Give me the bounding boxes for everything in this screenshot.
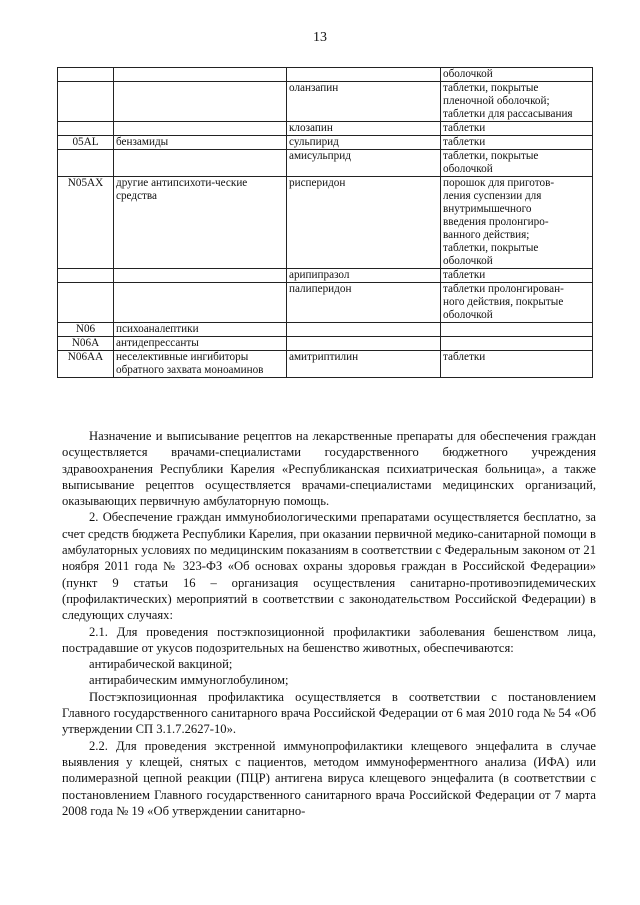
paragraph-immunobiological: 2. Обеспечение граждан иммунобиологическими препаратами осуществляется бесплатно, за счет средств бюджета Республики Карелия, при оказании первичной медико-санитарной помощи в амбулаторных условиях по медицинским показаниям в соответствии с Федеральным законом от 21 ноября 2011 года № 323-ФЗ «Об основах охраны здоровья граждан в Российской Федерации» (пункт 9 статьи 16 – организация осуществления санитарно-противоэпидемических (профилактических) мероприятий в соответствии с законодательством Российской Федерации) в следующих случаях: [62, 510, 596, 623]
cell-group [114, 283, 287, 323]
cell-group [114, 337, 287, 351]
cell-line: неселективные ингибиторы [116, 351, 249, 363]
cell-line: таблетки, покрытые [443, 150, 539, 162]
cell-line: таблетки [443, 351, 486, 363]
paragraph-rabies: 2.1. Для проведения постэкпозиционной профилактики заболевания бешенством лица, пострадавшие от укусов подозрительных на бешенство животных, обеспечиваются: [62, 624, 596, 655]
body-text [62, 428, 596, 819]
table-row [58, 283, 593, 323]
cell-line: введения пролонгиро- [443, 216, 549, 228]
cell-line: обратного захвата моноаминов [116, 364, 264, 376]
cell-dosage-form [441, 150, 593, 177]
cell-line: оболочкой [443, 68, 493, 80]
cell-dosage-form [441, 122, 593, 136]
cell-code [58, 283, 114, 323]
cell-drug-name [287, 337, 441, 351]
cell-code [58, 82, 114, 122]
cell-group [114, 136, 287, 150]
cell-dosage-form [441, 136, 593, 150]
cell-line: другие антипсихоти-ческие [116, 177, 248, 189]
list-item: антирабическим иммуноглобулином; [89, 673, 289, 688]
cell-dosage-form [441, 269, 593, 283]
cell-drug-name: оланзапин [287, 82, 441, 122]
cell-line: внутримышечного [443, 203, 532, 215]
cell-code: N06A [58, 337, 114, 351]
cell-code [58, 269, 114, 283]
cell-line: оболочкой [443, 309, 493, 321]
cell-line: таблетки, покрытые [443, 82, 539, 94]
paragraph-prescribing: Назначение и выписывание рецептов на лекарственные препараты для обеспечения граждан осуществляется врачами-специалистами государственного бюджетного учреждения здравоохранения Республики Карелия «Республиканская психиатрическая больница», а также выписывание рецептов осуществляется врачами-специалистами медицинских организаций, оказывающих первичную амбулаторную помощь. [62, 429, 596, 509]
cell-line: порошок для приготов- [443, 177, 555, 189]
cell-group [114, 122, 287, 136]
cell-line: психоаналептики [116, 323, 199, 335]
drug-table [57, 67, 593, 378]
cell-drug-name: амисульприд [287, 150, 441, 177]
list-item: антирабической вакциной; [89, 657, 233, 672]
cell-line: оболочкой [443, 255, 493, 267]
cell-line: ления суспензии для [443, 190, 542, 202]
cell-dosage-form [441, 82, 593, 122]
cell-line: таблетки [443, 122, 486, 134]
cell-group [114, 269, 287, 283]
cell-code [58, 68, 114, 82]
cell-code: 05AL [58, 136, 114, 150]
paragraph-rabies-regulation: Постэкпозиционная профилактика осуществляется в соответствии с постановлением Главного государственного санитарного врача Российской Федерации от 6 мая 2010 года № 54 «Об утверждении СП 3.1.7.2627-10». [62, 689, 596, 737]
cell-line: ного действия, покрытые [443, 296, 564, 308]
cell-drug-name: арипипразол [287, 269, 441, 283]
cell-drug-name: палиперидон [287, 283, 441, 323]
cell-code: N06AA [58, 351, 114, 378]
cell-line: оболочкой [443, 163, 493, 175]
table-row [58, 323, 593, 337]
cell-code [58, 150, 114, 177]
table-row [58, 82, 593, 122]
cell-dosage-form [441, 68, 593, 82]
cell-line: пленочной оболочкой; [443, 95, 550, 107]
cell-line: таблетки для рассасывания [443, 108, 573, 120]
table-row [58, 136, 593, 150]
cell-line: таблетки [443, 269, 486, 281]
table-row [58, 337, 593, 351]
table-row [58, 269, 593, 283]
cell-line: таблетки пролонгирован- [443, 283, 564, 295]
table-row [58, 122, 593, 136]
cell-drug-name: амитриптилин [287, 351, 441, 378]
cell-code: N05AX [58, 177, 114, 269]
page-number: 13 [313, 30, 327, 45]
table-body [58, 68, 593, 378]
cell-dosage-form [441, 337, 593, 351]
cell-group [114, 323, 287, 337]
cell-line: средства [116, 190, 158, 202]
cell-group [114, 177, 287, 269]
table-row [58, 150, 593, 177]
cell-line: антидепрессанты [116, 337, 199, 349]
cell-line: ванного действия; [443, 229, 530, 241]
cell-group [114, 150, 287, 177]
cell-code [58, 122, 114, 136]
table-row [58, 68, 593, 82]
cell-dosage-form [441, 351, 593, 378]
table-row [58, 177, 593, 269]
cell-code: N06 [58, 323, 114, 337]
cell-drug-name: сульпирид [287, 136, 441, 150]
cell-dosage-form [441, 177, 593, 269]
cell-group [114, 351, 287, 378]
cell-drug-name [287, 323, 441, 337]
cell-group [114, 68, 287, 82]
cell-dosage-form [441, 283, 593, 323]
cell-line: таблетки [443, 136, 486, 148]
cell-drug-name: рисперидон [287, 177, 441, 269]
cell-dosage-form [441, 323, 593, 337]
cell-line: бензамиды [116, 136, 169, 148]
cell-drug-name: клозапин [287, 122, 441, 136]
table-row [58, 351, 593, 378]
cell-group [114, 82, 287, 122]
paragraph-tick-encephalitis: 2.2. Для проведения экстренной иммунопрофилактики клещевого энцефалита в случае выявления у клещей, снятых с пациентов, методом иммуноферментного анализа (ИФА) или полимеразной цепной реакции (ПЦР) антигена вируса клещевого энцефалита (в соответствии с постановлением Главного государственного санитарного врача Российской Федерации от 7 марта 2008 года № 19 «Об утверждении санитарно- [62, 738, 596, 818]
cell-drug-name [287, 68, 441, 82]
cell-line: таблетки, покрытые [443, 242, 539, 254]
